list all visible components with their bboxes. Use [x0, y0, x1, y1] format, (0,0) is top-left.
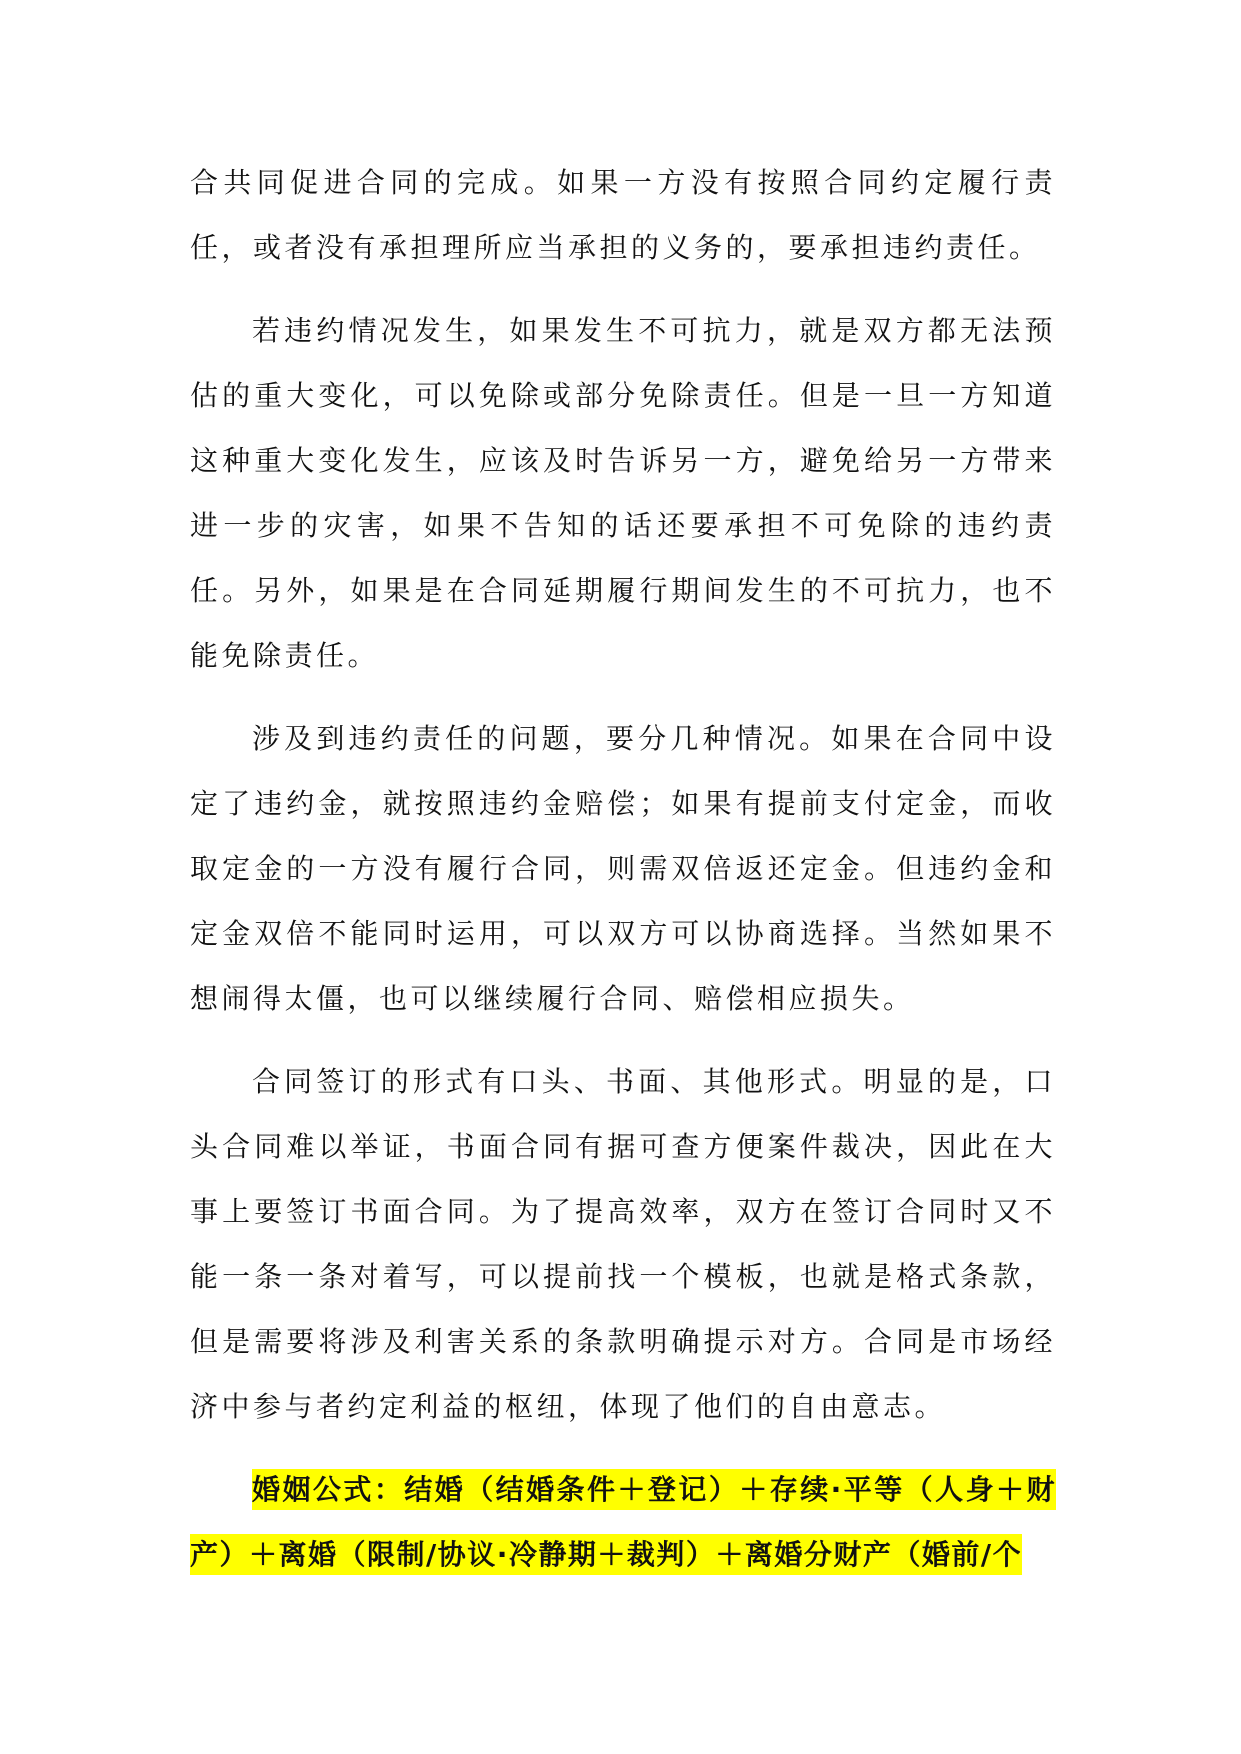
paragraph-liquidated-damages: 涉及到违约责任的问题，要分几种情况。如果在合同中设定了违约金，就按照违约金赔偿；如果有提前支付定金，而收取定金的一方没有履行合同，则需双倍返还定金。但违约金和定金双倍不能同时运用，可以双方可以协商选择。当然如果不想闹得太僵，也可以继续履行合同、赔偿相应损失。 — [190, 722, 1056, 1015]
paragraph-contract-form: 合同签订的形式有口头、书面、其他形式。明显的是，口头合同难以举证，书面合同有据可查方便案件裁决，因此在大事上要签订书面合同。为了提高效率，双方在签订合同时又不能一条一条对着写，可以提前找一个模板，也就是格式条款，但是需要将涉及利害关系的条款明确提示对方。合同是市场经济中参与者约定利益的枢纽，体现了他们的自由意志。 — [190, 1065, 1056, 1423]
highlighted-formula-paragraph — [190, 1457, 1056, 1587]
paragraph-force-majeure: 若违约情况发生，如果发生不可抗力，就是双方都无法预估的重大变化，可以免除或部分免除责任。但是一旦一方知道这种重大变化发生，应该及时告诉另一方，避免给另一方带来进一步的灾害，如果不告知的话还要承担不可免除的违约责任。另外，如果是在合同延期履行期间发生的不可抗力，也不能免除责任。 — [190, 314, 1056, 672]
marriage-formula-highlight: 婚姻公式：结婚（结婚条件＋登记）＋存续·平等（人身＋财产）＋离婚（限制/协议·冷静期＋裁判）＋离婚分财产（婚前/个 — [190, 1469, 1056, 1575]
paragraph-continuation: 合共同促进合同的完成。如果一方没有按照合同约定履行责任，或者没有承担理所应当承担的义务的，要承担违约责任。 — [190, 166, 1056, 264]
document-body — [190, 150, 1056, 1605]
